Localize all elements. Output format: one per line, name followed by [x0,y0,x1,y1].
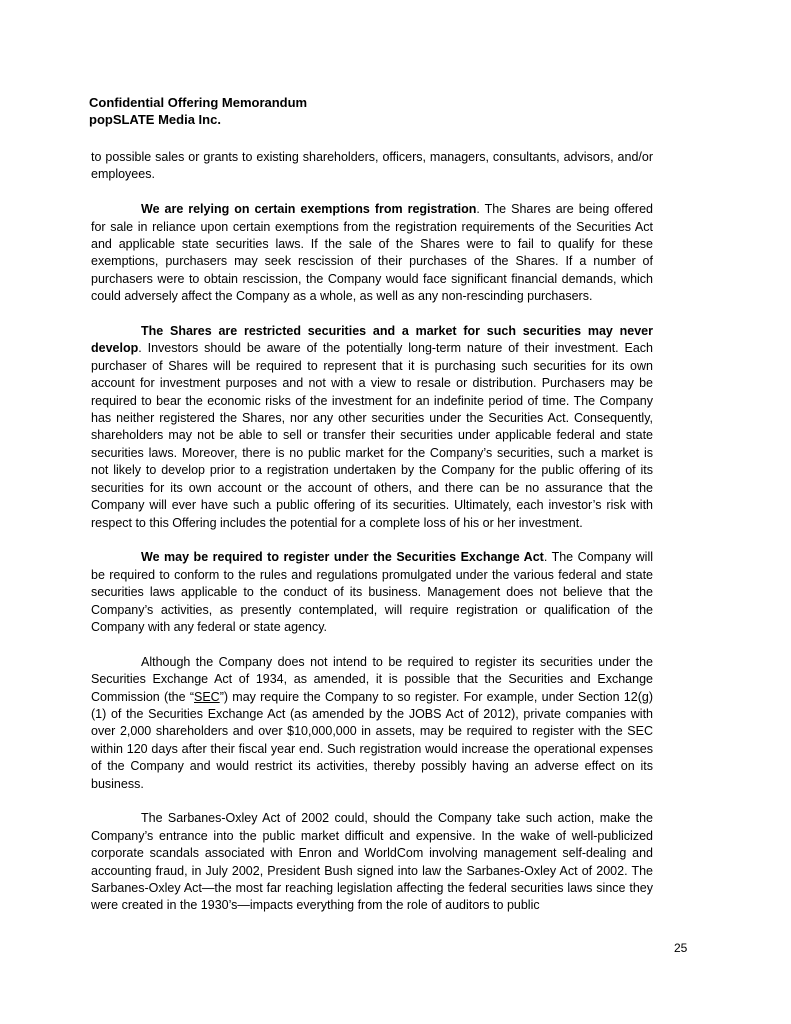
paragraph-sarbanes-oxley [91,810,653,914]
paragraph-sec-registration [91,654,653,793]
page-number: 25 [674,941,688,955]
paragraph-text: . The Shares are being offered for sale in reliance upon certain exemptions from the registration requirements of the Securities Act and applicable state securities laws. If the sale of the Shares were to fail to qualify for these exemptions, purchasers may seek rescission of their purchases of the Shares. If a number of purchasers were to obtain rescission, the Company would face significant financial demands, which could adversely affect the Company as a whole, as well as any non-rescinding purchasers. [91,202,653,304]
company-name: popSLATE Media Inc. [89,112,221,127]
paragraph-text: ”) may require the Company to so register. For example, under Section 12(g)(1) of the Securities Exchange Act (as amended by the JOBS Act of 2012), private companies with over 2,000 shareholders and over $10,000,000 in assets, may be required to register with the SEC within 120 days after their fiscal year end. Such registration would increase the operational expenses of the Company and would restrict its activities, thereby possibly having an adverse effect on its business. [91,689,653,791]
paragraph-text: The Sarbanes-Oxley Act of 2002 could, should the Company take such action, make the Company’s entrance into the public market difficult and expensive. In the wake of well-publicized corporate scandals associated with Enron and WorldCom involving management self-dealing and accounting fraud, in July 2002, President Bush signed into law the Sarbanes-Oxley Act of 2002. The Sarbanes-Oxley Act—the most far reaching legislation affecting the federal securities laws since they were created in the 1930’s—impacts everything from the role of auditors to public [91,811,653,913]
paragraph-text: Although the Company does not intend to be required to register its securities under the Securities Exchange Act of 1934, as amended, it is possible that the Securities and Exchange Commission (the “ [91,654,653,704]
paragraph-continuation [91,149,653,184]
paragraph-text: to possible sales or grants to existing shareholders, officers, managers, consultants, advisors, and/or employees. [91,150,653,182]
paragraph-text: . The Company will be required to conform to the rules and regulations promulgated under the various federal and state securities laws applicable to the conduct of its business. Management does not believe that the Company’s activities, as presently contemplated, will require registration or qualification of the Company with any federal or state agency. [91,550,654,634]
paragraph-restricted-securities [91,323,653,532]
paragraph-heading: The Shares are restricted securities and a market for such securities may never develop [91,324,653,356]
paragraph-exemptions [91,201,653,305]
document-body [91,149,653,932]
document-header [89,94,307,128]
document-title: Confidential Offering Memorandum [89,95,308,110]
paragraph-text: . Investors should be aware of the potentially long-term nature of their investment. Each purchaser of Shares will be required to represent that it is purchasing such securities for its own account for investment purposes and not with a view to resale or distribution. Purchasers may be required to bear the economic risks of the investment for an indefinite period of time. The Company has neither registered the Shares, nor any other securities under the Securities Act. Consequently, shareholders may not be able to sell or transfer their securities under applicable federal and state securities laws. Moreover, there is no public market for the Company’s securities, such a market is not likely to develop prior to a registration undertaken by the Company for the public offering of its securities for its own account or the account of others, and there can be no assurance that the Company will ever have such a public offering of its securities. Ultimately, each investor’s risk with respect to this Offering includes the potential for a complete loss of his or her investment. [91,341,653,530]
paragraph-heading: We are relying on certain exemptions from registration [141,202,477,217]
sec-defined-term: SEC [194,689,220,704]
paragraph-exchange-act [91,549,653,636]
paragraph-heading: We may be required to register under the Securities Exchange Act [141,550,544,565]
